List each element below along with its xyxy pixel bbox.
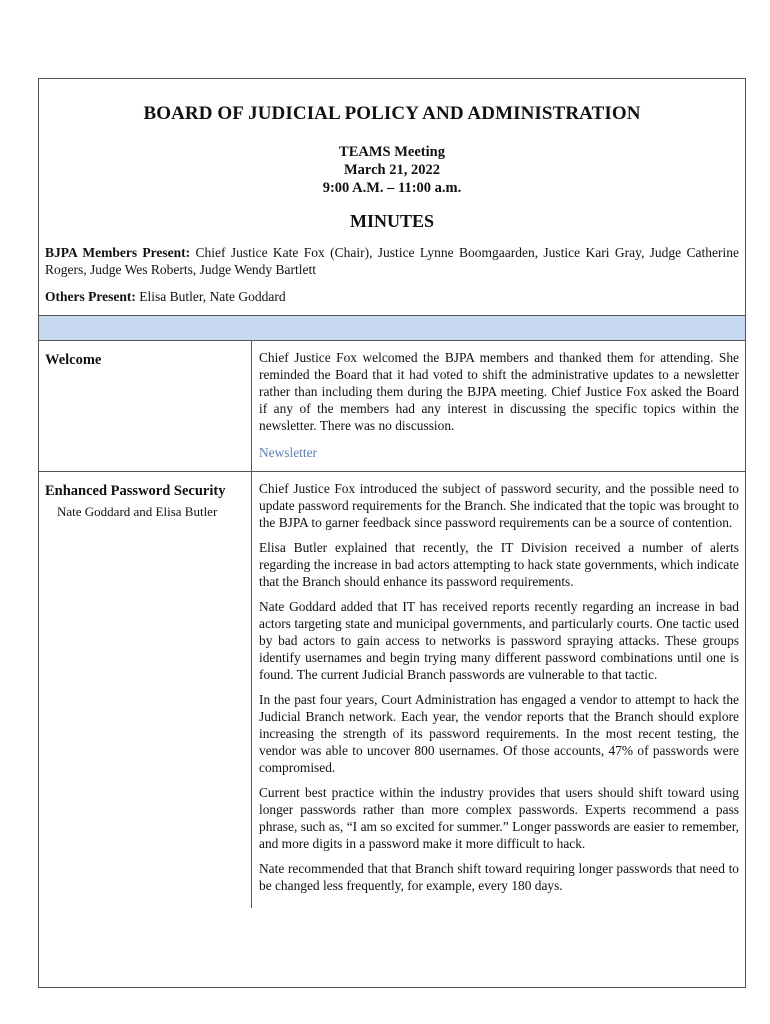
others-present-label: Others Present:	[45, 289, 136, 304]
agenda-row-welcome	[39, 341, 745, 472]
agenda-paragraph: In the past four years, Court Administration has engaged a vendor to attempt to hack the Judicial Branch network. Each year, the vendor reports that the Branch should explore increasing the strength of its password requirements. In the most recent testing, the vendor was able to uncover 800 usernames. Of those accounts, 47% of passwords were compromised.	[259, 692, 739, 775]
agenda-topic: Welcome	[45, 352, 102, 368]
meeting-type: TEAMS Meeting	[339, 144, 445, 160]
page-title: BOARD OF JUDICIAL POLICY AND ADMINISTRATION	[143, 103, 641, 124]
minutes-heading: MINUTES	[349, 211, 434, 231]
meeting-time: 9:00 A.M. – 11:00 a.m.	[322, 180, 462, 196]
members-present-label: BJPA Members Present:	[45, 245, 191, 260]
agenda-paragraph: Nate Goddard added that IT has received reports recently regarding an increase in bad actors targeting state and municipal governments, and particularly courts. One tactic used by bad actors to gain access to networks is password spraying attacks. These groups identify usernames and begin trying many different password combinations until one is found. The current Judicial Branch passwords are vulnerable to that tactic.	[259, 599, 739, 682]
agenda-paragraph: Chief Justice Fox introduced the subject of password security, and the possible need to update password requirements for the Branch. She indicated that the topic was brought to the BJPA to garner feedback since password requirements can be a source of contention.	[259, 481, 739, 530]
agenda-paragraph: Chief Justice Fox welcomed the BJPA members and thanked them for attending. She reminded the Board that it had voted to shift the administrative updates to a newsletter rather than including them during the BJPA meeting. Chief Justice Fox asked the Board if any of the members had any interest in discussing the specific topics within the newsletter. There was no discussion.	[259, 350, 739, 433]
agenda-paragraph: Elisa Butler explained that recently, the IT Division received a number of alerts regarding the increase in bad actors attempting to hack state governments, which indicate that the Branch should enhance its password requirements.	[259, 540, 739, 589]
agenda-topic: Enhanced Password Security	[45, 483, 226, 499]
agenda-topic-cell	[39, 472, 252, 908]
others-present	[45, 288, 739, 305]
agenda-topic-cell	[39, 341, 252, 471]
agenda-notes-cell	[252, 341, 745, 471]
others-present-list: Elisa Butler, Nate Goddard	[139, 289, 286, 304]
members-present-list: Chief Justice Kate Fox (Chair), Justice Lynne Boomgaarden, Justice Kari Gray, Judge Catherine Rogers, Judge Wes Roberts, Judge Wendy Bartlett	[45, 245, 739, 277]
agenda-presenters: Nate Goddard and Elisa Butler	[57, 504, 218, 519]
meeting-date: March 21, 2022	[344, 162, 440, 178]
agenda-paragraph: Nate recommended that that Branch shift toward requiring longer passwords that need to be changed less frequently, for example, every 180 days.	[259, 861, 739, 893]
agenda-notes-cell	[252, 472, 745, 908]
members-present	[45, 244, 739, 278]
agenda-paragraph: Current best practice within the industry provides that users should shift toward using longer passwords rather than more complex passwords. Experts recommend a pass phrase, such as, “I am so excited for summer.” Longer passwords are easier to remember, and more digits in a password make it more difficult to hack.	[259, 785, 739, 851]
minutes-document	[38, 78, 746, 988]
section-divider-band	[39, 315, 745, 341]
document-header	[39, 79, 745, 305]
newsletter-link[interactable]: Newsletter	[259, 445, 318, 460]
agenda-row-password-security	[39, 472, 745, 908]
